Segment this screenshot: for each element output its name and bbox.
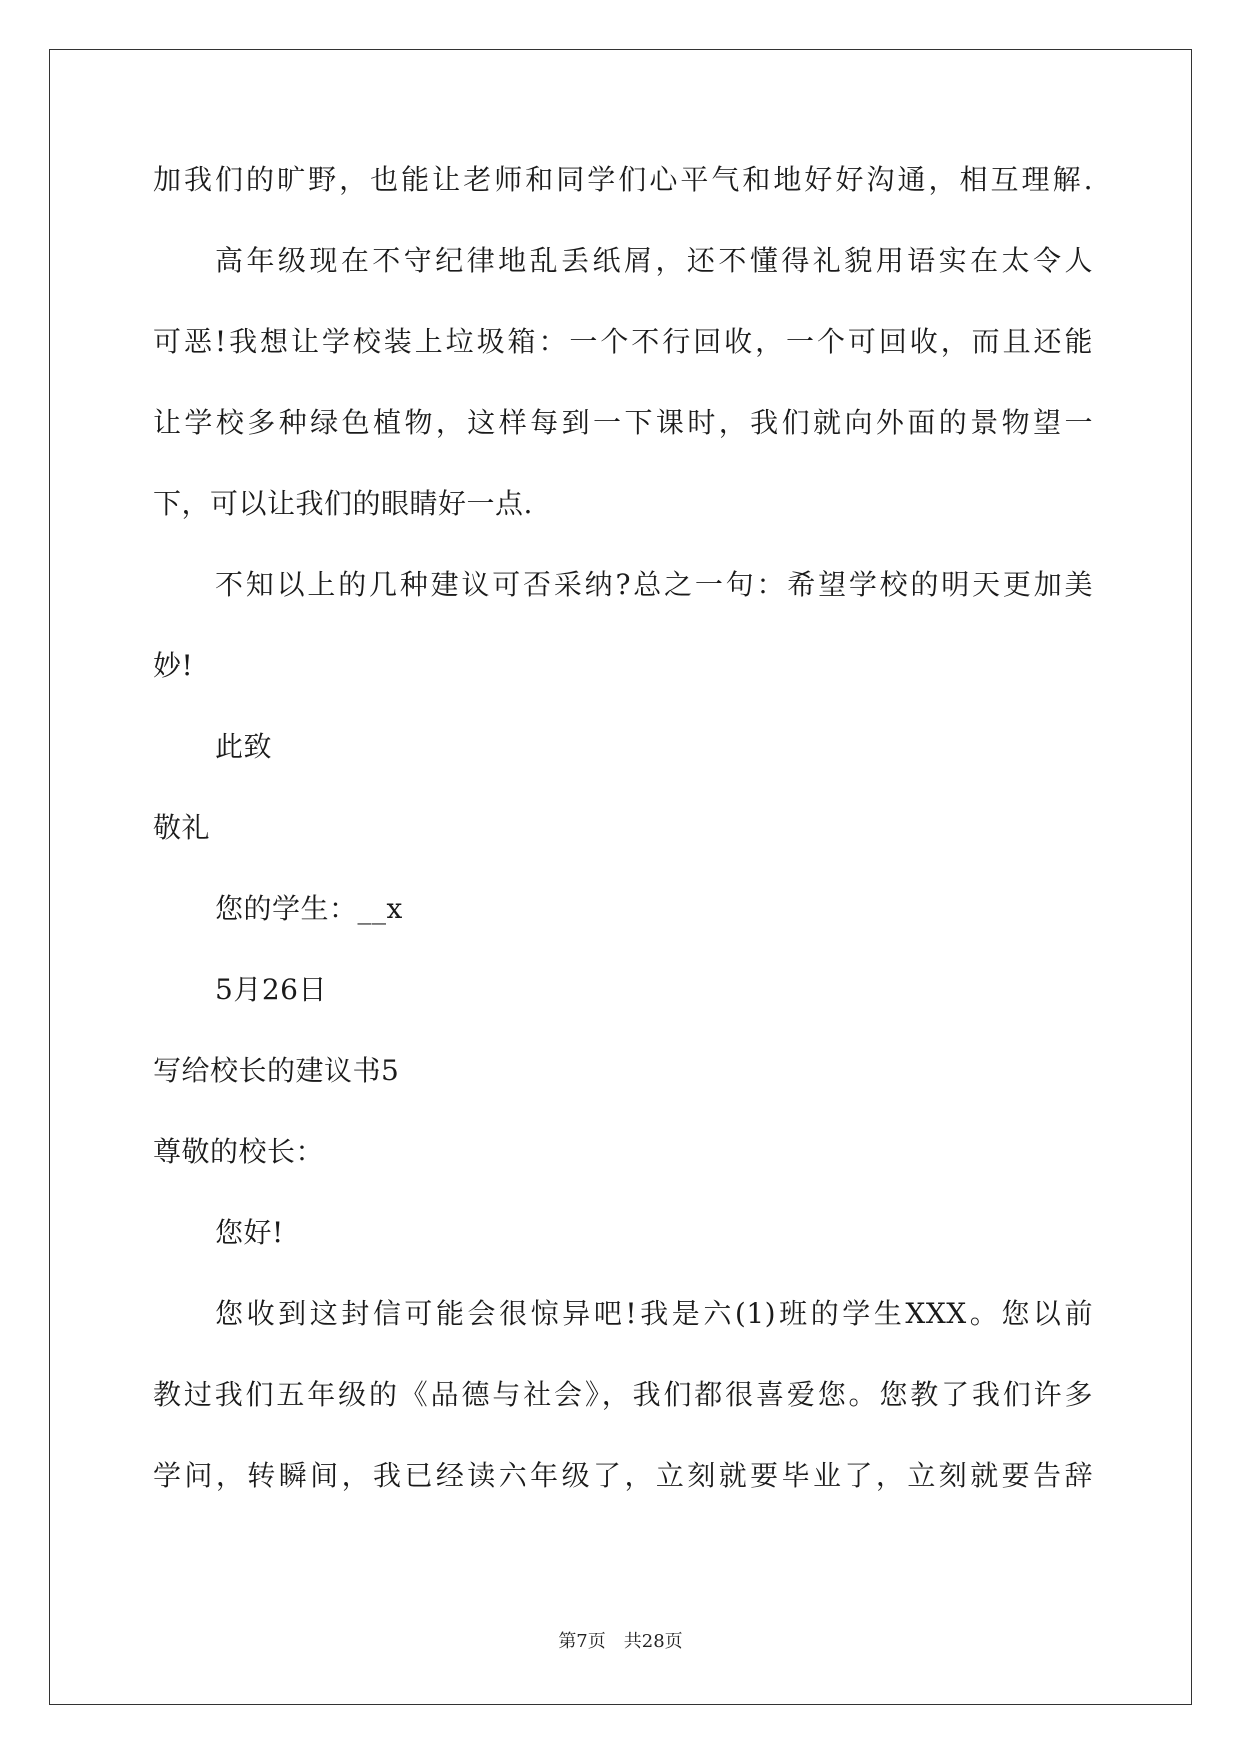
page-total: 共28页: [623, 1631, 683, 1652]
text-line: 下，可以让我们的眼睛好一点.: [153, 487, 533, 520]
letter-greeting: 尊敬的校长：: [153, 1135, 325, 1168]
salutation-closing: 此致: [215, 730, 273, 763]
letter-hello: 您好!: [215, 1216, 284, 1249]
text-line: 让学校多种绿色植物，这样每到一下课时，我们就向外面的景物望一: [153, 406, 1093, 439]
text-line: 您收到这封信可能会很惊异吧!我是六(1)班的学生XXX。您以前: [215, 1297, 1093, 1330]
salutation-regards: 敬礼: [153, 811, 211, 844]
text-line: 教过我们五年级的《品德与社会》，我们都很喜爱您。您教了我们许多: [153, 1378, 1093, 1411]
text-line: 学问，转瞬间，我已经读六年级了，立刻就要毕业了，立刻就要告辞: [153, 1459, 1093, 1492]
page-number: 第7页: [558, 1631, 606, 1652]
text-line: 不知以上的几种建议可否采纳?总之一句：希望学校的明天更加美: [215, 568, 1093, 601]
text-line: 可恶!我想让学校装上垃圾箱：一个不行回收，一个可回收，而且还能: [153, 325, 1093, 358]
page-footer: [0, 1627, 1241, 1653]
document-body: [153, 163, 1093, 1543]
text-line: 高年级现在不守纪律地乱丢纸屑，还不懂得礼貌用语实在太令人: [215, 244, 1093, 277]
date-line: 5月26日: [215, 973, 327, 1006]
section-title: 写给校长的建议书5: [153, 1054, 400, 1087]
signature-line: 您的学生：__x: [215, 892, 403, 925]
text-line: 加我们的旷野，也能让老师和同学们心平气和地好好沟通，相互理解.: [153, 163, 1093, 196]
text-line: 妙!: [153, 649, 194, 682]
